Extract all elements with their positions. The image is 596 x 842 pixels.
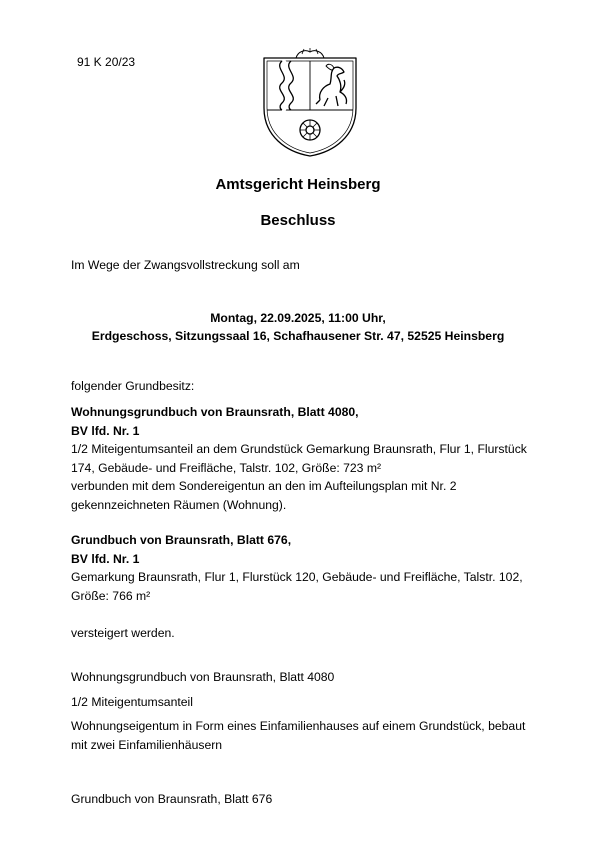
closing-text: versteigert werden. [71,626,175,640]
property-line: 1/2 Miteigentumsanteil an dem Grundstück Gemarkung Braunsrath, Flur 1, Flurstück [71,442,527,456]
property-line: gekennzeichneten Räumen (Wohnung). [71,497,287,512]
property-intro: folgender Grundbesitz: [71,379,195,393]
property-block [71,531,523,605]
case-number: 91 K 20/23 [77,55,136,69]
property-heading: Wohnungsgrundbuch von Braunsrath, Blatt 4080, [71,405,359,419]
info-line: 1/2 Miteigentumsanteil [71,695,193,709]
appointment-date-time: Montag, 22.09.2025, 11:00 Uhr, [210,311,386,325]
court-name: Amtsgericht Heinsberg [215,176,381,193]
info-paragraph [71,717,525,754]
property-bv-number: BV lfd. Nr. 1 [71,423,140,438]
info-line: Grundbuch von Braunsrath, Blatt 676 [71,792,273,806]
info-line: Wohnungsgrundbuch von Braunsrath, Blatt 4080 [71,670,335,684]
property-line: verbunden mit dem Sondereigentun an den im Aufteilungsplan mit Nr. 2 [71,479,457,493]
document-title: Beschluss [260,212,336,229]
property-heading: Grundbuch von Braunsrath, Blatt 676, [71,533,292,547]
property-block [71,403,527,514]
property-line: 174, Gebäude- und Freifläche, Talstr. 102, Größe: 723 m² [71,460,382,475]
intro-text: Im Wege der Zwangsvollstreckung soll am [71,258,300,272]
property-line: Größe: 766 m² [71,588,151,603]
property-bv-number: BV lfd. Nr. 1 [71,551,140,566]
property-line: Gemarkung Braunsrath, Flur 1, Flurstück 120, Gebäude- und Freifläche, Talstr. 102, [71,570,523,584]
info-line: Wohnungseigentum in Form eines Einfamilienhauses auf einem Grundstück, bebaut [71,719,526,733]
nrw-coat-of-arms-icon [258,48,362,159]
info-line: mit zwei Einfamilienhäusern [71,737,223,752]
appointment-location: Erdgeschoss, Sitzungssaal 16, Schafhausener Str. 47, 52525 Heinsberg [91,329,505,343]
